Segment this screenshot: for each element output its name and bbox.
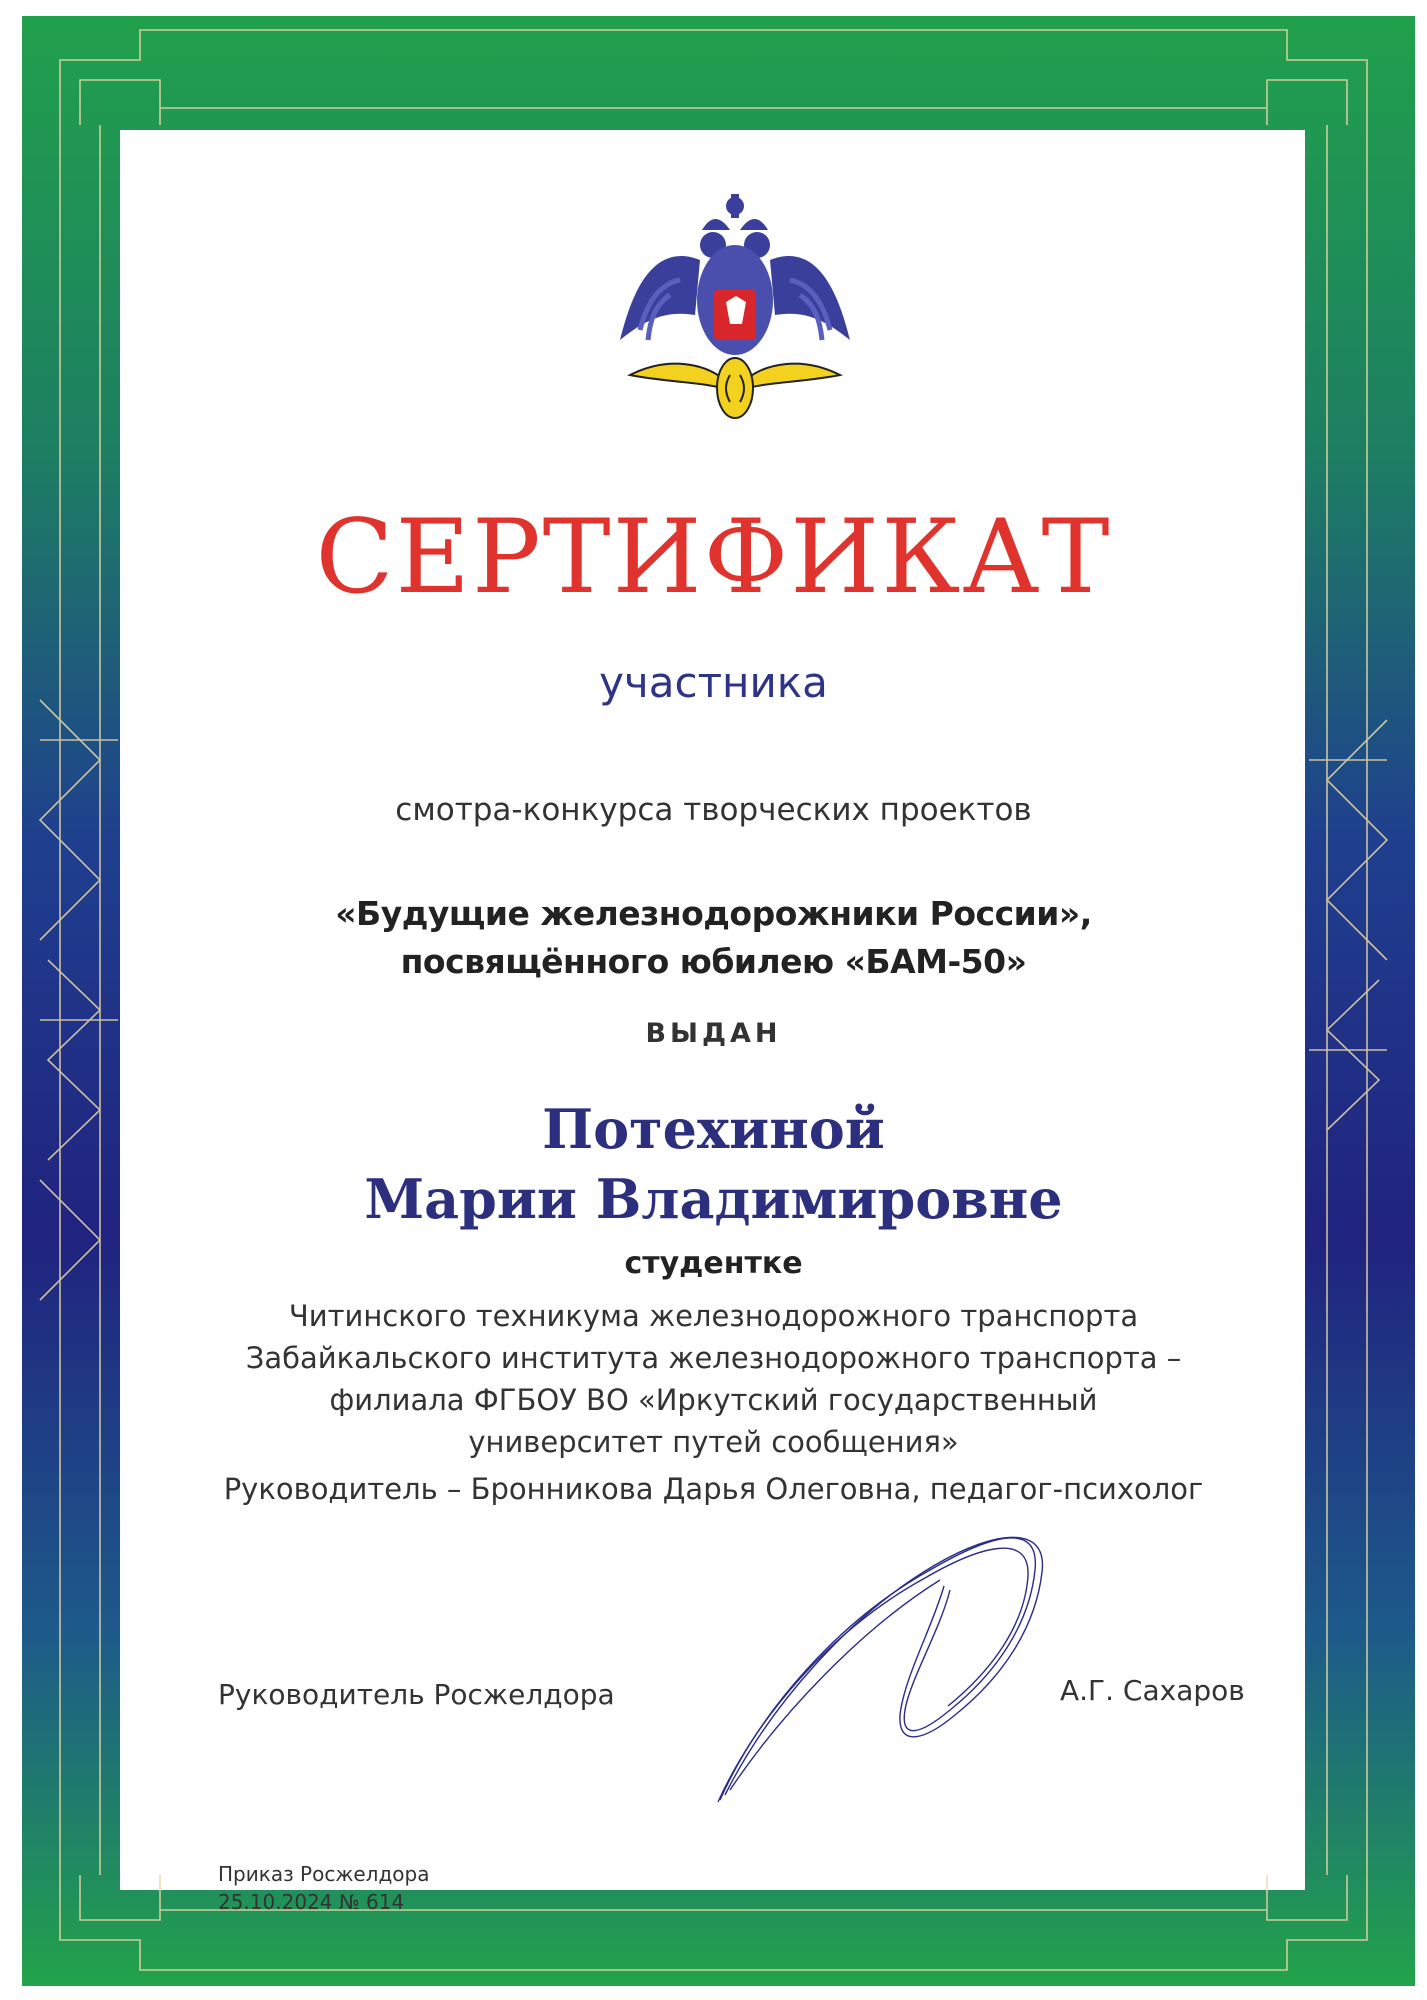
issued-label: ВЫДАН [645,1018,782,1049]
order-line-2: 25.10.2024 № 614 [218,1890,405,1914]
recipient-status: студентке [624,1246,803,1281]
signatory-role: Руководитель Росжелдора [218,1678,615,1711]
recipient-name [0,1094,1427,1234]
institution-block [0,1295,1427,1463]
contest-name [0,890,1427,986]
institution-line-4: университет путей сообщения» [468,1425,959,1459]
contest-name-line-2: посвящённого юбилею «БАМ-50» [400,942,1027,981]
handwritten-signature [700,1510,1060,1810]
order-reference [218,1860,429,1916]
institution-line-3: филиала ФГБОУ ВО «Иркутский государственный [329,1383,1098,1417]
contest-line: смотра-конкурса творческих проектов [395,792,1032,828]
recipient-name-line-1: Потехиной [542,1097,885,1161]
institution-line-1: Читинского техникума железнодорожного транспорта [288,1299,1139,1333]
certificate-subtitle: участника [599,658,828,707]
supervisor-line: Руководитель – Бронникова Дарья Олеговна, педагог-психолог [223,1472,1204,1506]
signatory-name: А.Г. Сахаров [1060,1674,1245,1707]
contest-name-line-1: «Будущие железнодорожники России», [335,894,1092,933]
russian-railway-eagle-emblem-icon [610,190,860,435]
order-line-1: Приказ Росжелдора [218,1862,430,1886]
institution-line-2: Забайкальского института железнодорожного транспорта – [245,1341,1182,1375]
recipient-name-line-2: Марии Владимировне [364,1167,1063,1231]
certificate-title: СЕРТИФИКАТ [315,498,1112,617]
